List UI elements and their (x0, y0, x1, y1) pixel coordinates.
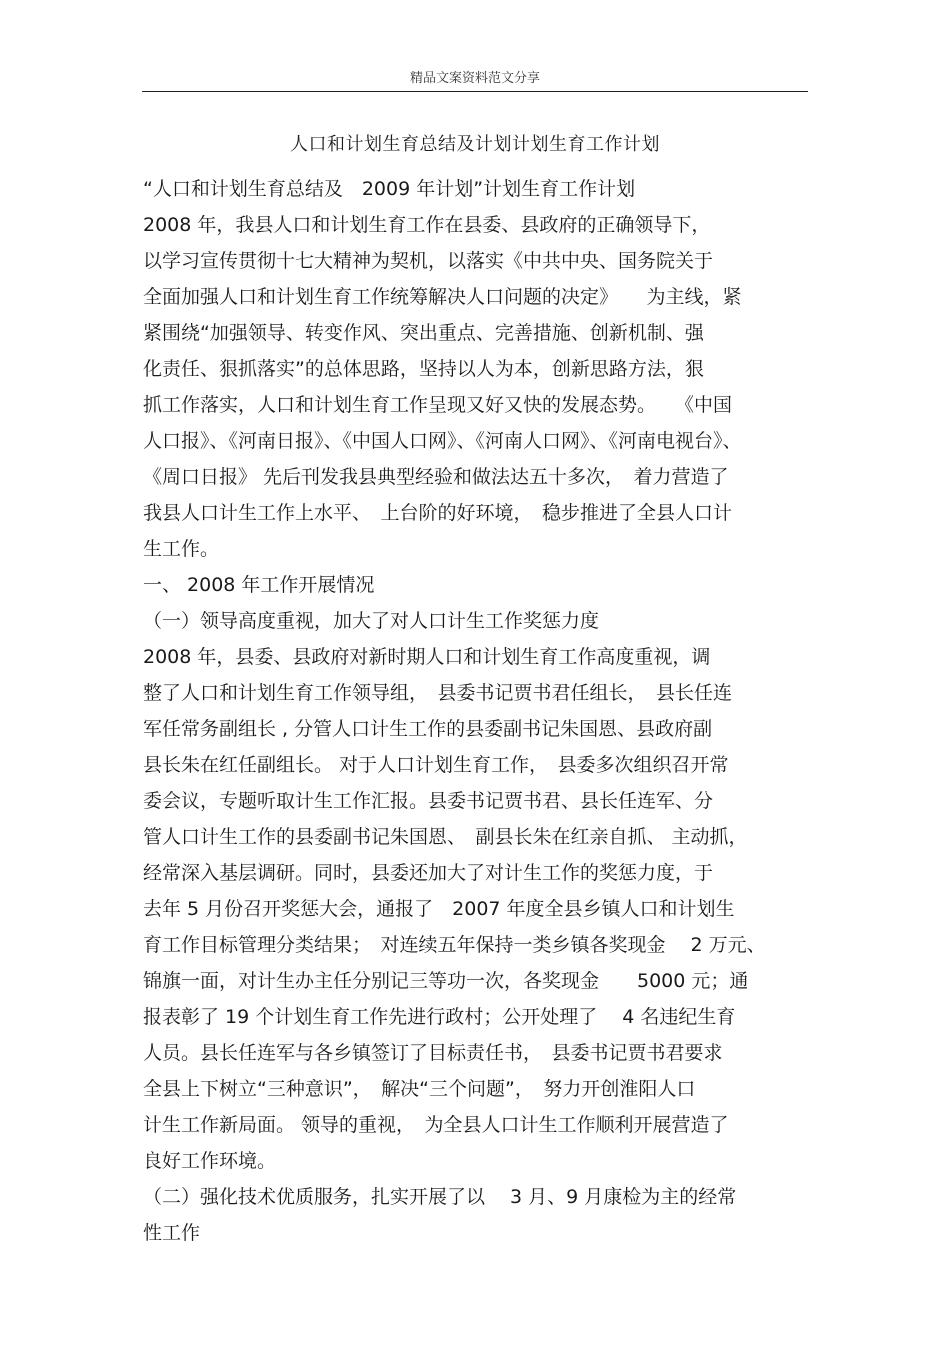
body-line: 全县上下树立“三种意识”， 解决“三个问题”， 努力开创淮阳人口 (143, 1078, 696, 1100)
body-line: 整了人口和计划生育工作领导组， 县委书记贾书君任组长， 县长任连 (143, 682, 733, 704)
header-divider (142, 91, 808, 92)
body-line: 2008 年，县委、县政府对新时期人口和计划生育工作高度重视，调 (143, 646, 711, 668)
body-line: 育工作目标管理分类结果； 对连续五年保持一类乡镇各奖现金 2 万元、 (143, 934, 766, 956)
body-line: 化责任、狠抓落实”的总体思路，坚持以人为本，创新思路方法，狠 (143, 358, 704, 380)
body-line: “人口和计划生育总结及 2009 年计划”计划生育工作计划 (143, 178, 636, 200)
body-line: 管人口计生工作的县委副书记朱国恩、 副县长朱在红亲自抓、 主动抓， (143, 826, 748, 848)
body-line: 良好工作环境。 (143, 1150, 277, 1172)
body-line: 我县人口计生工作上水平、 上台阶的好环境， 稳步推进了全县人口计 (143, 502, 733, 524)
body-line: 报表彰了 19 个计划生育工作先进行政村；公开处理了 4 名违纪生育 (143, 1006, 736, 1028)
body-line: 性工作 (143, 1222, 201, 1244)
subsection-heading: （二）强化技术优质服务，扎实开展了以 3 月、9 月康检为主的经常 (143, 1186, 737, 1208)
document-body (143, 171, 823, 1251)
body-line: 紧围绕“加强领导、转变作风、突出重点、完善措施、创新机制、强 (143, 322, 704, 344)
body-line: 经常深入基层调研。同时，县委还加大了对计生工作的奖惩力度，于 (143, 862, 714, 884)
body-line: 锦旗一面，对计生办主任分别记三等功一次，各奖现金 5000 元；通 (143, 970, 749, 992)
body-line: 军任常务副组长 , 分管人口计生工作的县委副书记朱国恩、县政府副 (143, 718, 713, 740)
running-header: 精品文案资料范文分享 (409, 71, 540, 86)
subsection-heading: （一）领导高度重视，加大了对人口计生工作奖惩力度 (143, 610, 600, 632)
body-line: 委会议，专题听取计生工作汇报。县委书记贾书君、县长任连军、分 (143, 790, 714, 812)
body-line: 2008 年，我县人口和计划生育工作在县委、县政府的正确领导下， (143, 214, 711, 236)
body-line: 计生工作新局面。 领导的重视， 为全县人口计生工作顺利开展营造了 (143, 1114, 729, 1136)
body-line: 去年 5 月份召开奖惩大会，通报了 2007 年度全县乡镇人口和计划生 (143, 898, 735, 920)
body-line: 人口报》、《河南日报》、《中国人口网》、《河南人口网》、《河南电视台》、 (143, 430, 742, 452)
document-title: 人口和计划生育总结及计划计划生育工作计划 (290, 134, 660, 155)
body-line: 生工作。 (143, 538, 220, 560)
body-line: 县长朱在红任副组长。 对于人口计划生育工作， 县委多次组织召开常 (143, 754, 729, 776)
body-line: 《周口日报》 先后刊发我县典型经验和做法达五十多次， 着力营造了 (143, 466, 729, 488)
section-heading: 一、 2008 年工作开展情况 (143, 574, 375, 596)
body-line: 以学习宣传贯彻十七大精神为契机，以落实《中共中央、国务院关于 (143, 250, 714, 272)
body-line: 全面加强人口和计划生育工作统筹解决人口问题的决定》 为主线，紧 (143, 286, 742, 308)
body-line: 人员。县长任连军与各乡镇签订了目标责任书， 县委书记贾书君要求 (143, 1042, 723, 1064)
body-line: 抓工作落实，人口和计划生育工作呈现又好又快的发展态势。 《中国 (143, 394, 733, 416)
